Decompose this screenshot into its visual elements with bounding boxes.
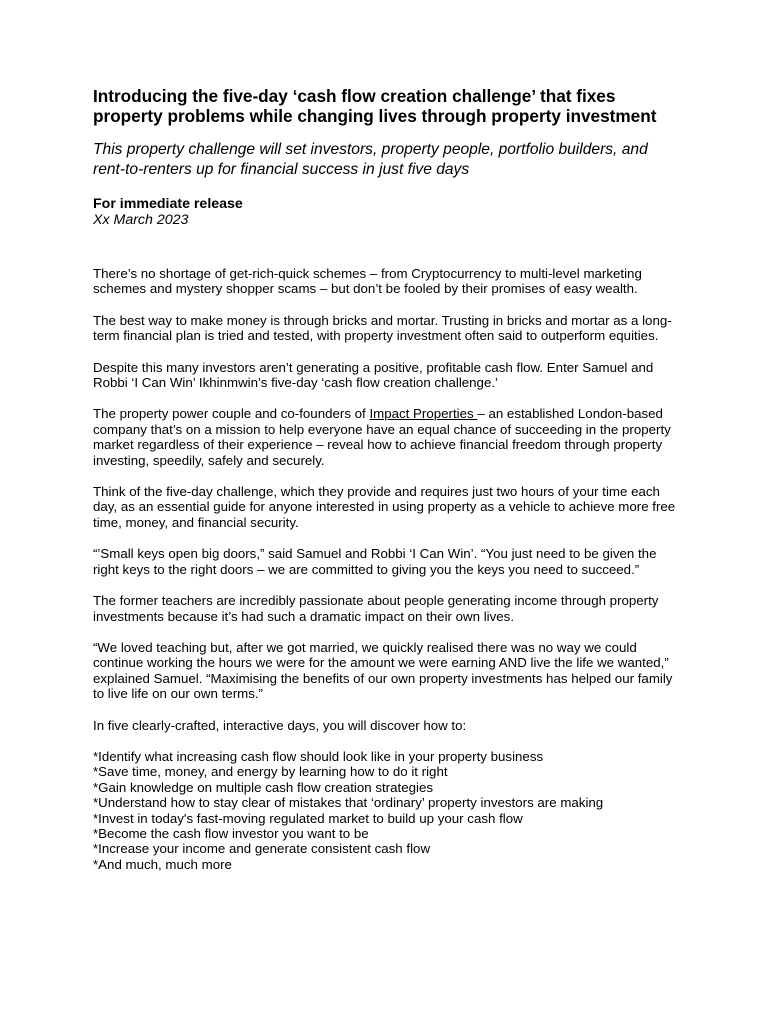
paragraph: There’s no shortage of get-rich-quick schemes – from Cryptocurrency to multi-level marketing schemes and mystery shopper scams – but don’t be fooled by their promises of easy wealth. xyxy=(93,266,642,297)
list-item: *Invest in today's fast-moving regulated market to build up your cash flow xyxy=(93,810,523,826)
release-date: Xx March 2023 xyxy=(93,212,189,228)
benefits-list xyxy=(93,749,683,872)
paragraph-text: – an established London-based company that’s on a mission to help everyone have an equal chance of succeeding in the property market regardless of their experience – reveal how to achieve financial freedom through property investing, speedily, safely and securely. xyxy=(93,406,671,468)
paragraph: Despite this many investors aren’t generating a positive, profitable cash flow. Enter Samuel and Robbi ‘I Can Win’ Ikhinmwin’s five-day ‘cash flow creation challenge.’ xyxy=(93,359,654,391)
list-item: *Save time, money, and energy by learning how to do it right xyxy=(93,764,448,780)
list-item: *And much, much more xyxy=(93,856,232,872)
paragraph: “We loved teaching but, after we got married, we quickly realised there was no way we could continue working the hours we were for the amount we were earning AND live the life we wanted,” explained Samuel. “Maximising the benefits of our own property investments has helped our family to live life on our own terms.” xyxy=(93,639,673,702)
press-release xyxy=(93,86,683,872)
list-item: *Identify what increasing cash flow should look like in your property business xyxy=(93,748,544,764)
paragraph-text: The property power couple and co-founders of xyxy=(93,406,370,422)
paragraph: The best way to make money is through bricks and mortar. Trusting in bricks and mortar as a long-term financial plan is tried and tested, with property investment often said to outperform equities. xyxy=(93,312,672,344)
list-item: *Understand how to stay clear of mistakes that ‘ordinary’ property investors are making xyxy=(93,795,604,811)
body-text xyxy=(93,266,683,872)
paragraph: In five clearly-crafted, interactive days, you will discover how to: xyxy=(93,717,467,733)
release-label: For immediate release xyxy=(93,196,243,212)
paragraph: Think of the five-day challenge, which they provide and requires just two hours of your time each day, as an essential guide for anyone interested in using property as a vehicle to achieve more free time, money, and financial security. xyxy=(93,484,676,530)
paragraph: “’Small keys open big doors,” said Samuel and Robbi ‘I Can Win’. “You just need to be given the right keys to the right doors – we are committed to giving you the keys you need to succeed.” xyxy=(93,546,657,577)
list-item: *Become the cash flow investor you want to be xyxy=(93,825,369,841)
list-item: *Gain knowledge on multiple cash flow creation strategies xyxy=(93,779,433,795)
list-item: *Increase your income and generate consistent cash flow xyxy=(93,841,431,857)
headline: Introducing the five-day ‘cash flow creation challenge’ that fixes property problems while changing lives through property investment xyxy=(93,86,657,126)
paragraph-with-link xyxy=(93,406,683,468)
subheadline: This property challenge will set investors, property people, portfolio builders, and rent-to-renters up for financial success in just five days xyxy=(93,141,648,178)
paragraph: The former teachers are incredibly passionate about people generating income through property investments because it’s had such a dramatic impact on their own lives. xyxy=(93,593,659,624)
impact-properties-link[interactable]: Impact Properties xyxy=(369,406,478,422)
